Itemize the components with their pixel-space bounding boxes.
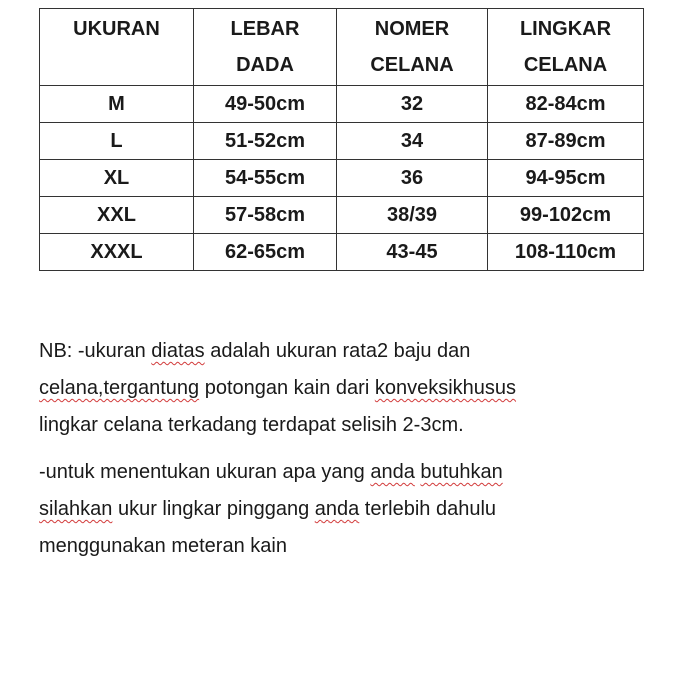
note-text: ukur lingkar pinggang [112,498,315,520]
header-nomer-celana [337,9,488,86]
note-text: anda [370,461,415,483]
note-text: butuhkan [420,461,503,483]
table-header-row [40,9,644,86]
note-text: anda [314,498,360,520]
table-cell: 87-89cm [488,123,644,160]
note-text: -untuk menentukan ukuran apa yang [39,461,371,483]
table-cell: 38/39 [337,197,488,234]
header-line: LEBAR [230,18,300,40]
header-lingkar-celana [488,9,644,86]
note-text: konveksikhusus [374,377,517,399]
note-text: silahkan [39,498,113,520]
table-cell: 32 [337,86,488,123]
note-line: lingkar celana terkadang terdapat selisih 2-3cm. [39,414,464,436]
header-line: LINGKAR [519,18,612,40]
table-row [40,86,644,123]
table-cell: XL [40,160,194,197]
note-line [39,370,654,407]
table-cell: L [40,123,194,160]
table-cell: 57-58cm [194,197,337,234]
note-paragraph-nb [39,333,654,444]
header-lebar-dada [194,9,337,86]
table-cell: XXXL [40,234,194,271]
notes-section [39,333,654,565]
table-cell: 34 [337,123,488,160]
header-line: UKURAN [73,18,160,40]
table-cell: M [40,86,194,123]
table-row [40,123,644,160]
note-text: potongan kain dari [199,377,375,399]
table-cell: 94-95cm [488,160,644,197]
table-cell: 51-52cm [194,123,337,160]
table-cell: 108-110cm [488,234,644,271]
table-cell: 54-55cm [194,160,337,197]
note-text: diatas [151,340,205,362]
note-text: NB: -ukuran [39,340,152,362]
table-row [40,197,644,234]
note-line [39,454,654,491]
note-paragraph-untuk [39,454,654,565]
note-line: menggunakan meteran kain [39,535,287,557]
table-cell: 62-65cm [194,234,337,271]
table-row [40,234,644,271]
header-line: CELANA [370,54,454,76]
note-text: adalah ukuran rata2 baju dan [204,340,471,362]
header-line: NOMER [374,18,450,40]
table-row [40,160,644,197]
header-line: DADA [236,54,294,76]
header-ukuran [40,9,194,86]
table-cell: 82-84cm [488,86,644,123]
table-cell: XXL [40,197,194,234]
size-chart-table [39,8,644,271]
table-cell: 99-102cm [488,197,644,234]
note-line [39,333,654,370]
note-text: terlebih dahulu [359,498,497,520]
note-text: celana,tergantung [39,377,200,399]
header-line: CELANA [523,54,608,76]
note-line [39,491,654,528]
table-cell: 36 [337,160,488,197]
table-cell: 43-45 [337,234,488,271]
table-cell: 49-50cm [194,86,337,123]
